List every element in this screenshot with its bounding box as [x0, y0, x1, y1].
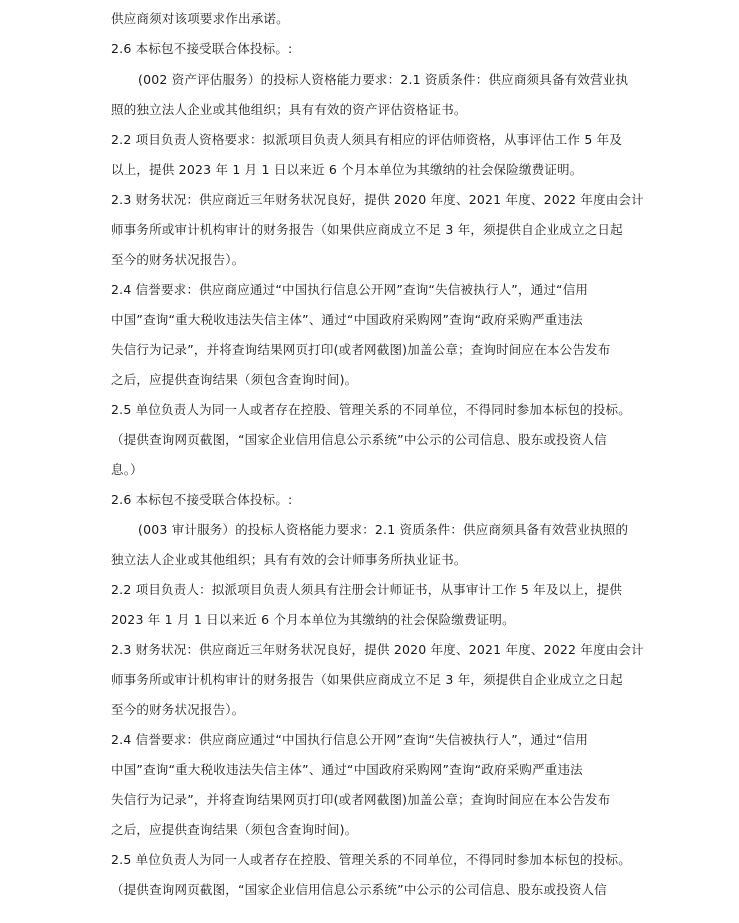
text-line: 失信行为记录”，并将查询结果网页打印(或者网截图)加盖公章；查询时间应在本公告发布	[111, 792, 611, 807]
text-line: 照的独立法人企业或其他组织；具有有效的资产评估资格证书。	[111, 102, 467, 117]
text-line: 2.4 信誉要求：供应商应通过“中国执行信息公开网”查询“失信被执行人”，通过“信用	[111, 282, 589, 297]
text-line: 供应商须对该项要求作出承诺。	[111, 11, 289, 26]
text-line: 师事务所或审计机构审计的财务报告（如果供应商成立不足 3 年，须提供自企业成立之日起	[111, 222, 623, 237]
text-line: 之后，应提供查询结果（须包含查询时间)。	[111, 372, 358, 387]
text-line: (003 审计服务）的投标人资格能力要求：2.1 资质条件：供应商须具备有效营业执照的	[138, 522, 629, 537]
text-line: 之后，应提供查询结果（须包含查询时间)。	[111, 822, 358, 837]
text-line: 2.2 项目负责人资格要求：拟派项目负责人须具有相应的评估师资格，从事评估工作 5 年及	[111, 132, 623, 147]
text-line: 至今的财务状况报告）。	[111, 702, 245, 717]
text-line: 独立法人企业或其他组织；具有有效的会计师事务所执业证书。	[111, 552, 467, 567]
text-line: 2.4 信誉要求：供应商应通过“中国执行信息公开网”查询“失信被执行人”，通过“信用	[111, 732, 589, 747]
text-line: 2.6 本标包不接受联合体投标。:	[111, 41, 293, 56]
text-line: 2023 年 1 月 1 日以来近 6 个月本单位为其缴纳的社会保险缴费证明。	[111, 612, 515, 627]
text-line: 2.2 项目负责人：拟派项目负责人须具有注册会计师证书，从事审计工作 5 年及以上，提供	[111, 582, 623, 597]
text-line: （提供查询网页截图，“国家企业信用信息公示系统”中公示的公司信息、股东或投资人信	[111, 882, 607, 897]
text-line: 中国”查询“重大税收违法失信主体”、通过“中国政府采购网”查询“政府采购严重违法	[111, 312, 583, 327]
text-line: 2.6 本标包不接受联合体投标。:	[111, 492, 293, 507]
text-line: 失信行为记录”，并将查询结果网页打印(或者网截图)加盖公章；查询时间应在本公告发布	[111, 342, 611, 357]
text-line: 以上，提供 2023 年 1 月 1 日以来近 6 个月本单位为其缴纳的社会保险缴费证明。	[111, 162, 583, 177]
text-line: 师事务所或审计机构审计的财务报告（如果供应商成立不足 3 年，须提供自企业成立之日起	[111, 672, 623, 687]
text-line: 2.3 财务状况：供应商近三年财务状况良好，提供 2020 年度、2021 年度、2022 年度由会计	[111, 192, 644, 207]
text-line: 2.3 财务状况：供应商近三年财务状况良好，提供 2020 年度、2021 年度、2022 年度由会计	[111, 642, 644, 657]
text-line: 2.5 单位负责人为同一人或者存在控股、管理关系的不同单位，不得同时参加本标包的投标。	[111, 852, 631, 867]
text-line: 息。）	[111, 462, 143, 477]
text-line: （提供查询网页截图，“国家企业信用信息公示系统”中公示的公司信息、股东或投资人信	[111, 432, 607, 447]
text-line: (002 资产评估服务）的投标人资格能力要求：2.1 资质条件：供应商须具备有效营业执	[138, 72, 629, 87]
text-line: 2.5 单位负责人为同一人或者存在控股、管理关系的不同单位，不得同时参加本标包的投标。	[111, 402, 631, 417]
text-line: 至今的财务状况报告）。	[111, 252, 245, 267]
text-line: 中国”查询“重大税收违法失信主体”、通过“中国政府采购网”查询“政府采购严重违法	[111, 762, 583, 777]
